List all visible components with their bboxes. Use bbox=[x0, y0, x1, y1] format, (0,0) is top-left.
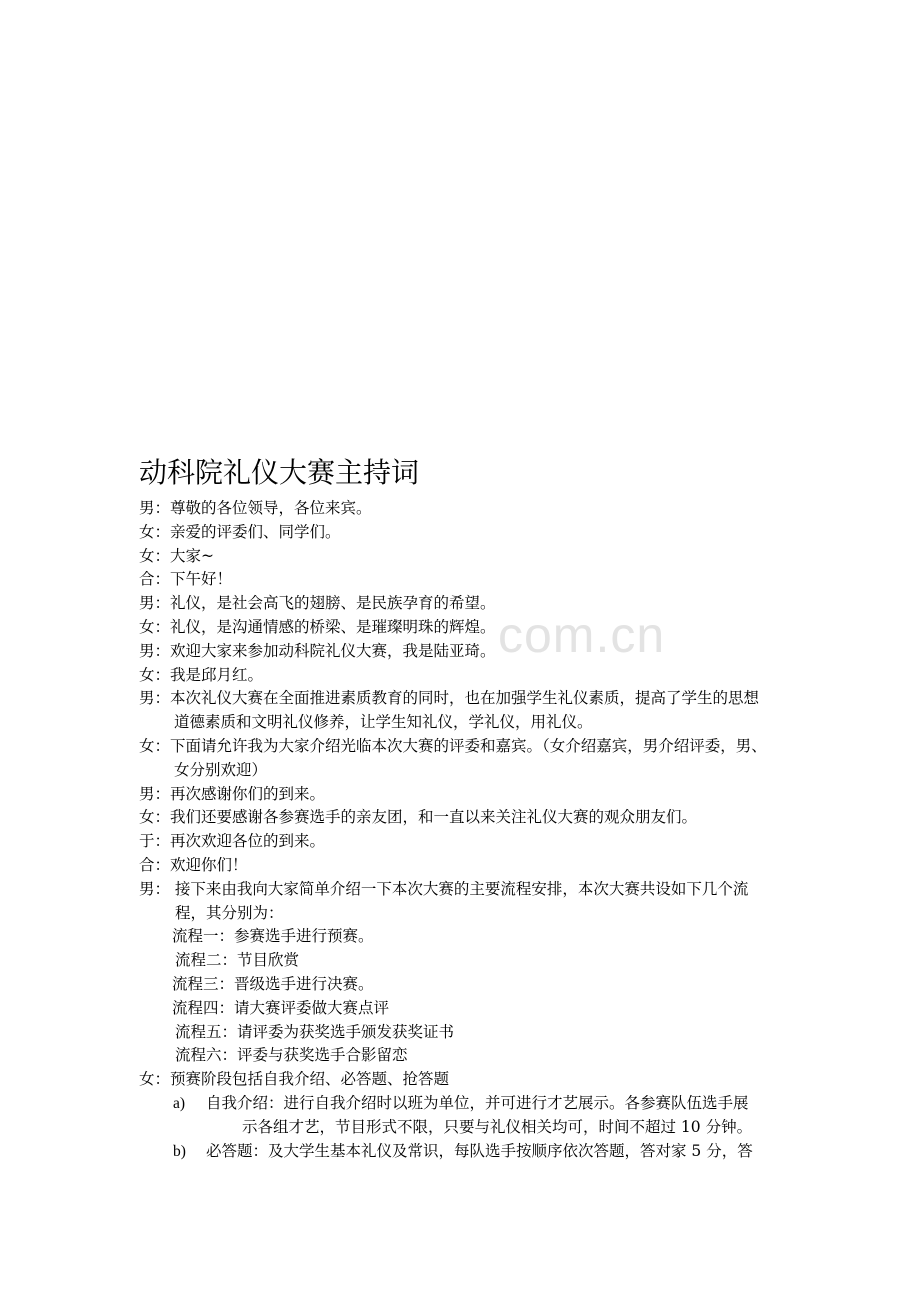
paragraph-continuation: 道德素质和文明礼仪修养，让学生知礼仪，学礼仪，用礼仪。 bbox=[174, 713, 593, 732]
dialogue-line: 女：礼仪，是沟通情感的桥梁、是璀璨明珠的辉煌。 bbox=[139, 617, 496, 636]
flow-step: 流程三：晋级选手进行决赛。 bbox=[172, 974, 374, 993]
flow-step: 流程二：节目欣赏 bbox=[175, 951, 300, 970]
flow-step: 流程一：参赛选手进行预赛。 bbox=[172, 927, 374, 946]
flow-step: 流程六：评委与获奖选手合影留恋 bbox=[175, 1046, 408, 1065]
list-item bbox=[139, 1140, 787, 1164]
dialogue-line: 女：亲爱的评委们、同学们。 bbox=[139, 522, 341, 541]
dialogue-line: 男：再次感谢你们的到来。 bbox=[139, 784, 326, 803]
watermark: com.cn bbox=[498, 607, 666, 663]
dialogue-line: 女：预赛阶段包括自我介绍、必答题、抢答题 bbox=[139, 1070, 450, 1089]
list-item-text: 自我介绍：进行自我介绍时以班为单位，并可进行才艺展示。各参赛队伍选手展 bbox=[206, 1093, 749, 1112]
dialogue-line: 男：欢迎大家来参加动科院礼仪大赛，我是陆亚琦。 bbox=[139, 641, 496, 660]
list-item-text: 示各组才艺，节目形式不限，只要与礼仪相关均可，时间不超过 10 分钟。 bbox=[242, 1117, 753, 1136]
list-marker: a) bbox=[173, 1094, 186, 1112]
dialogue-line: 于：再次欢迎各位的到来。 bbox=[139, 832, 326, 851]
document-title: 动科院礼仪大赛主持词 bbox=[139, 456, 420, 489]
dialogue-line: 女：我们还要感谢各参赛选手的亲友团，和一直以来关注礼仪大赛的观众朋友们。 bbox=[139, 808, 698, 827]
paragraph-continuation: 女分别欢迎） bbox=[174, 760, 268, 779]
paragraph-first-line: 男： 接下来由我向大家简单介绍一下本次大赛的主要流程安排，本次大赛共设如下几个流 bbox=[139, 879, 749, 898]
paragraph-continuation: 程，其分别为： bbox=[175, 903, 284, 922]
list-item-continuation bbox=[139, 1116, 787, 1140]
dialogue-line: 男：礼仪，是社会高飞的翅膀、是民族孕育的希望。 bbox=[139, 594, 496, 613]
flow-step: 流程四：请大赛评委做大赛点评 bbox=[172, 998, 390, 1017]
dialogue-line: 合：下午好！ bbox=[139, 570, 233, 589]
dialogue-line: 合：欢迎你们！ bbox=[139, 855, 248, 874]
paragraph-first-line: 男：本次礼仪大赛在全面推进素质教育的同时，也在加强学生礼仪素质，提高了学生的思想 bbox=[139, 689, 760, 708]
flow-step: 流程五：请评委为获奖选手颁发获奖证书 bbox=[175, 1022, 455, 1041]
paragraph-first-line: 女：下面请允许我为大家介绍光临本次大赛的评委和嘉宾。（女介绍嘉宾，男介绍评委，男、 bbox=[139, 736, 767, 755]
dialogue-line: 女：我是邱月红。 bbox=[139, 665, 264, 684]
list-item bbox=[139, 1092, 787, 1116]
list-marker: b) bbox=[173, 1142, 186, 1160]
document-body bbox=[139, 497, 787, 1163]
dialogue-line: 男：尊敬的各位领导，各位来宾。 bbox=[139, 499, 372, 517]
list-item-text: 必答题：及大学生基本礼仪及常识，每队选手按顺序依次答题，答对家 5 分，答 bbox=[206, 1141, 753, 1160]
dialogue-line: 女：大家~ bbox=[139, 546, 214, 565]
